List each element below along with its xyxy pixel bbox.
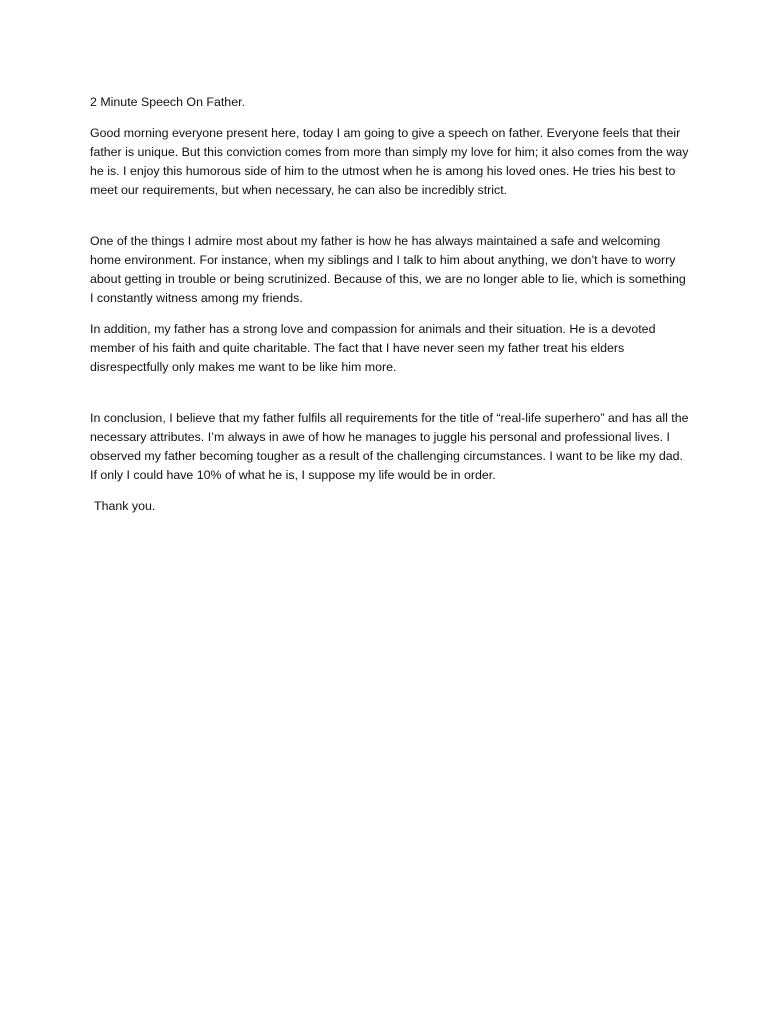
- document-body: [90, 93, 690, 516]
- document-title: 2 Minute Speech On Father.: [90, 95, 245, 109]
- paragraph-spacer: [90, 200, 690, 232]
- closing-line: Thank you.: [94, 499, 156, 513]
- paragraph-spacer: [90, 377, 690, 409]
- paragraph-introduction: Good morning everyone present here, today I am going to give a speech on father. Everyone feels that their father is unique. But this conviction comes from more than simply my love for him; it also comes from the way he is. I enjoy this humorous side of him to the utmost when he is among his loved ones. He tries his best to meet our requirements, but when necessary, he can also be incredibly strict.: [90, 126, 689, 197]
- paragraph-spacer: [90, 485, 690, 497]
- paragraph-compassion: In addition, my father has a strong love and compassion for animals and their situation. He is a devoted member of his faith and quite charitable. The fact that I have never seen my father treat his elders disrespectfully only makes me want to be like him more.: [90, 322, 656, 374]
- paragraph-spacer: [90, 308, 690, 320]
- paragraph-conclusion: In conclusion, I believe that my father fulfils all requirements for the title of “real-life superhero” and has all the necessary attributes. I’m always in awe of how he manages to juggle his personal and professional lives. I observed my father becoming tougher as a result of the challenging circumstances. I want to be like my dad. If only I could have 10% of what he is, I suppose my life would be in order.: [90, 411, 689, 482]
- paragraph-home-environment: One of the things I admire most about my father is how he has always maintained a safe and welcoming home environment. For instance, when my siblings and I talk to him about anything, we don’t have to worry about getting in trouble or being scrutinized. Because of this, we are no longer able to lie, which is something I constantly witness among my friends.: [90, 234, 686, 305]
